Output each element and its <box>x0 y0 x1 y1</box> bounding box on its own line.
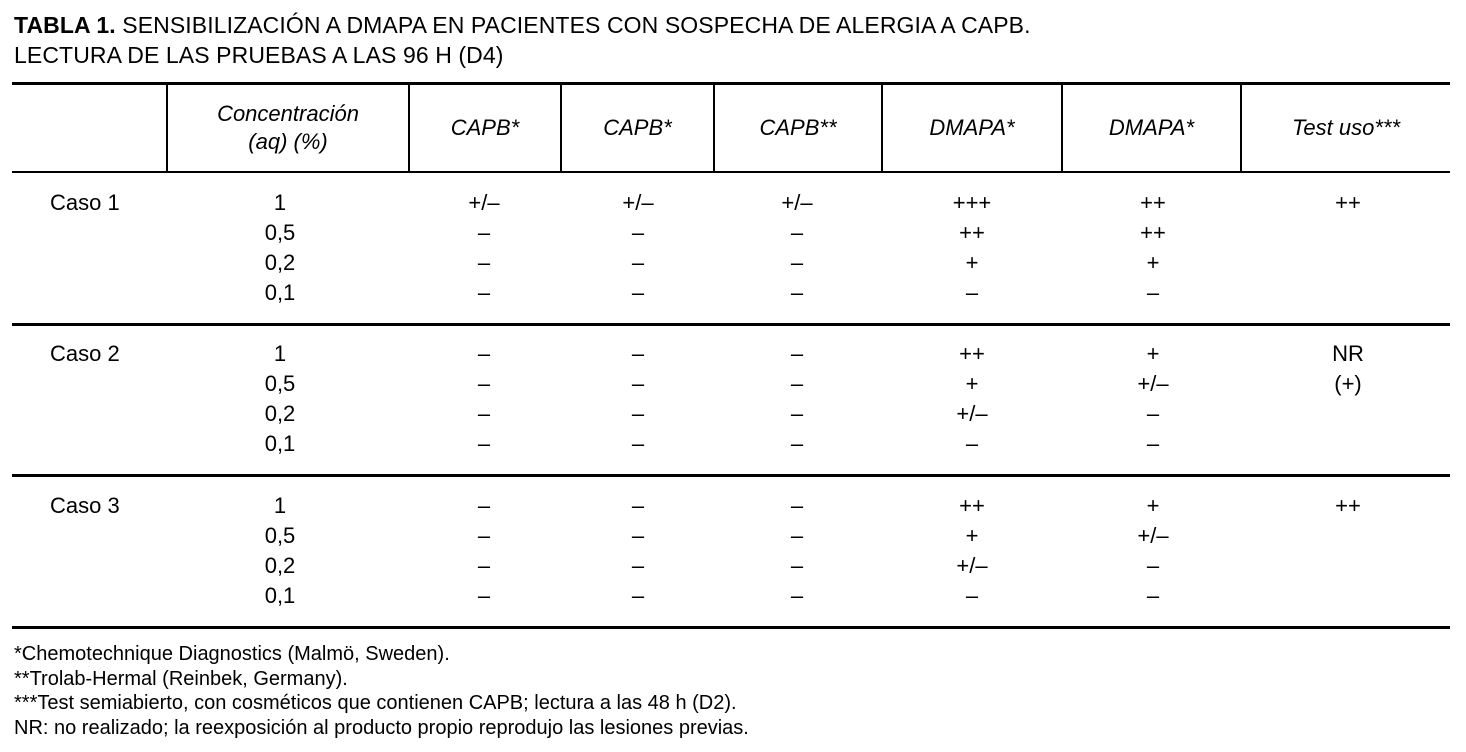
test-uso-cell <box>1288 278 1408 308</box>
capb-2-cell: +/– <box>622 190 654 215</box>
capb-2-cell: – <box>631 220 645 245</box>
test-uso-cell <box>1288 581 1408 611</box>
concentration-cell: 0,1 <box>264 431 296 456</box>
title-line-1 <box>14 10 1031 40</box>
header-concentration-line-1: Concentración <box>217 101 359 126</box>
header-concentration-line-2: (aq) (%) <box>248 129 328 154</box>
dmapa-2-cell: +/– <box>1137 523 1169 548</box>
capb-3-cell: – <box>790 220 804 245</box>
case-label: Caso 2 <box>50 341 120 366</box>
test-uso-cell: ++ <box>1335 493 1361 518</box>
test-uso-cell <box>1288 521 1408 551</box>
concentration-cell: 1 <box>273 341 287 366</box>
dmapa-2-cell: – <box>1146 553 1160 578</box>
dmapa-1-cell: + <box>965 250 979 275</box>
concentration-cell: 0,1 <box>264 280 296 305</box>
dmapa-2-cell: +/– <box>1137 371 1169 396</box>
header-capb-2: CAPB* <box>603 115 672 140</box>
dmapa-1-cell: + <box>965 523 979 548</box>
capb-1-cell: – <box>477 583 491 608</box>
table-title <box>14 10 1031 70</box>
bottom-rule <box>12 626 1450 629</box>
footnote: **Trolab-Hermal (Reinbek, Germany). <box>14 667 348 690</box>
capb-1-cell: – <box>477 250 491 275</box>
concentration-cell: 1 <box>273 493 287 518</box>
dmapa-1-cell: ++ <box>959 493 985 518</box>
dmapa-2-cell: + <box>1146 250 1160 275</box>
capb-2-cell: – <box>631 523 645 548</box>
dmapa-1-cell: ++ <box>959 220 985 245</box>
test-uso-cell <box>1288 399 1408 429</box>
top-rule <box>12 82 1450 85</box>
test-uso-cell: NR <box>1332 341 1364 366</box>
concentration-cell: 0,5 <box>264 220 296 245</box>
capb-1-cell: – <box>477 401 491 426</box>
capb-2-cell: – <box>631 493 645 518</box>
test-uso-cell <box>1288 248 1408 278</box>
capb-2-cell: – <box>631 280 645 305</box>
capb-3-cell: – <box>790 280 804 305</box>
concentration-cell: 0,1 <box>264 583 296 608</box>
test-uso-cell <box>1288 429 1408 459</box>
capb-2-cell: – <box>631 553 645 578</box>
header-rule <box>12 171 1450 173</box>
capb-2-cell: – <box>631 431 645 456</box>
capb-3-cell: – <box>790 401 804 426</box>
capb-3-cell: – <box>790 250 804 275</box>
concentration-cell: 1 <box>273 190 287 215</box>
dmapa-2-cell: – <box>1146 431 1160 456</box>
concentration-cell: 0,5 <box>264 523 296 548</box>
dmapa-2-cell: – <box>1146 583 1160 608</box>
concentration-cell: 0,2 <box>264 250 296 275</box>
dmapa-2-cell: – <box>1146 401 1160 426</box>
capb-3-cell: – <box>790 493 804 518</box>
concentration-cell: 0,5 <box>264 371 296 396</box>
test-uso-cell <box>1288 551 1408 581</box>
header-concentration <box>168 86 408 170</box>
dmapa-2-cell: ++ <box>1140 220 1166 245</box>
footnote: *Chemotechnique Diagnostics (Malmö, Sweden). <box>14 643 450 665</box>
capb-2-cell: – <box>631 401 645 426</box>
case-label: Caso 3 <box>50 493 120 518</box>
concentration-cell: 0,2 <box>264 401 296 426</box>
capb-3-cell: – <box>790 371 804 396</box>
case-divider-2 <box>12 474 1450 477</box>
dmapa-2-cell: + <box>1146 341 1160 366</box>
capb-2-cell: – <box>631 371 645 396</box>
capb-1-cell: – <box>477 220 491 245</box>
capb-3-cell: – <box>790 583 804 608</box>
capb-2-cell: – <box>631 583 645 608</box>
capb-1-cell: – <box>477 553 491 578</box>
capb-3-cell: – <box>790 553 804 578</box>
dmapa-1-cell: ++ <box>959 341 985 366</box>
table-label: TABLA 1. <box>14 12 116 38</box>
capb-1-cell: – <box>477 371 491 396</box>
capb-1-cell: – <box>477 493 491 518</box>
dmapa-1-cell: +/– <box>956 553 988 578</box>
capb-3-cell: – <box>790 341 804 366</box>
capb-1-cell: – <box>477 431 491 456</box>
dmapa-2-cell: + <box>1146 493 1160 518</box>
capb-2-cell: – <box>631 341 645 366</box>
header-test-uso: Test uso*** <box>1291 115 1401 140</box>
header-dmapa-2: DMAPA* <box>1108 115 1195 140</box>
title-line-2: LECTURA DE LAS PRUEBAS A LAS 96 H (D4) <box>14 42 504 68</box>
dmapa-1-cell: – <box>965 280 979 305</box>
case-label: Caso 1 <box>50 190 120 215</box>
capb-1-cell: – <box>477 523 491 548</box>
capb-2-cell: – <box>631 250 645 275</box>
capb-1-cell: – <box>477 280 491 305</box>
capb-3-cell: +/– <box>781 190 813 215</box>
footnote: NR: no realizado; la reexposición al producto propio reprodujo las lesiones previas. <box>14 716 749 739</box>
capb-1-cell: – <box>477 341 491 366</box>
test-uso-cell: ++ <box>1335 190 1361 215</box>
capb-3-cell: – <box>790 431 804 456</box>
concentration-cell: 0,2 <box>264 553 296 578</box>
dmapa-1-cell: – <box>965 583 979 608</box>
dmapa-2-cell: ++ <box>1140 190 1166 215</box>
capb-1-cell: +/– <box>468 190 500 215</box>
dmapa-1-cell: – <box>965 431 979 456</box>
capb-3-cell: – <box>790 523 804 548</box>
test-uso-cell <box>1288 218 1408 248</box>
title-text: SENSIBILIZACIÓN A DMAPA EN PACIENTES CON SOSPECHA DE ALERGIA A CAPB. <box>122 12 1031 38</box>
dmapa-1-cell: +++ <box>952 190 992 215</box>
dmapa-1-cell: +/– <box>956 401 988 426</box>
footnotes <box>14 642 749 740</box>
case-divider-1 <box>12 323 1450 326</box>
header-capb-3: CAPB** <box>759 115 837 140</box>
header-capb-1: CAPB* <box>450 115 520 140</box>
dmapa-2-cell: – <box>1146 280 1160 305</box>
dmapa-1-cell: + <box>965 371 979 396</box>
test-uso-cell: (+) <box>1334 371 1362 396</box>
header-dmapa-1: DMAPA* <box>929 115 1015 140</box>
footnote: ***Test semiabierto, con cosméticos que contienen CAPB; lectura a las 48 h (D2). <box>14 692 737 714</box>
